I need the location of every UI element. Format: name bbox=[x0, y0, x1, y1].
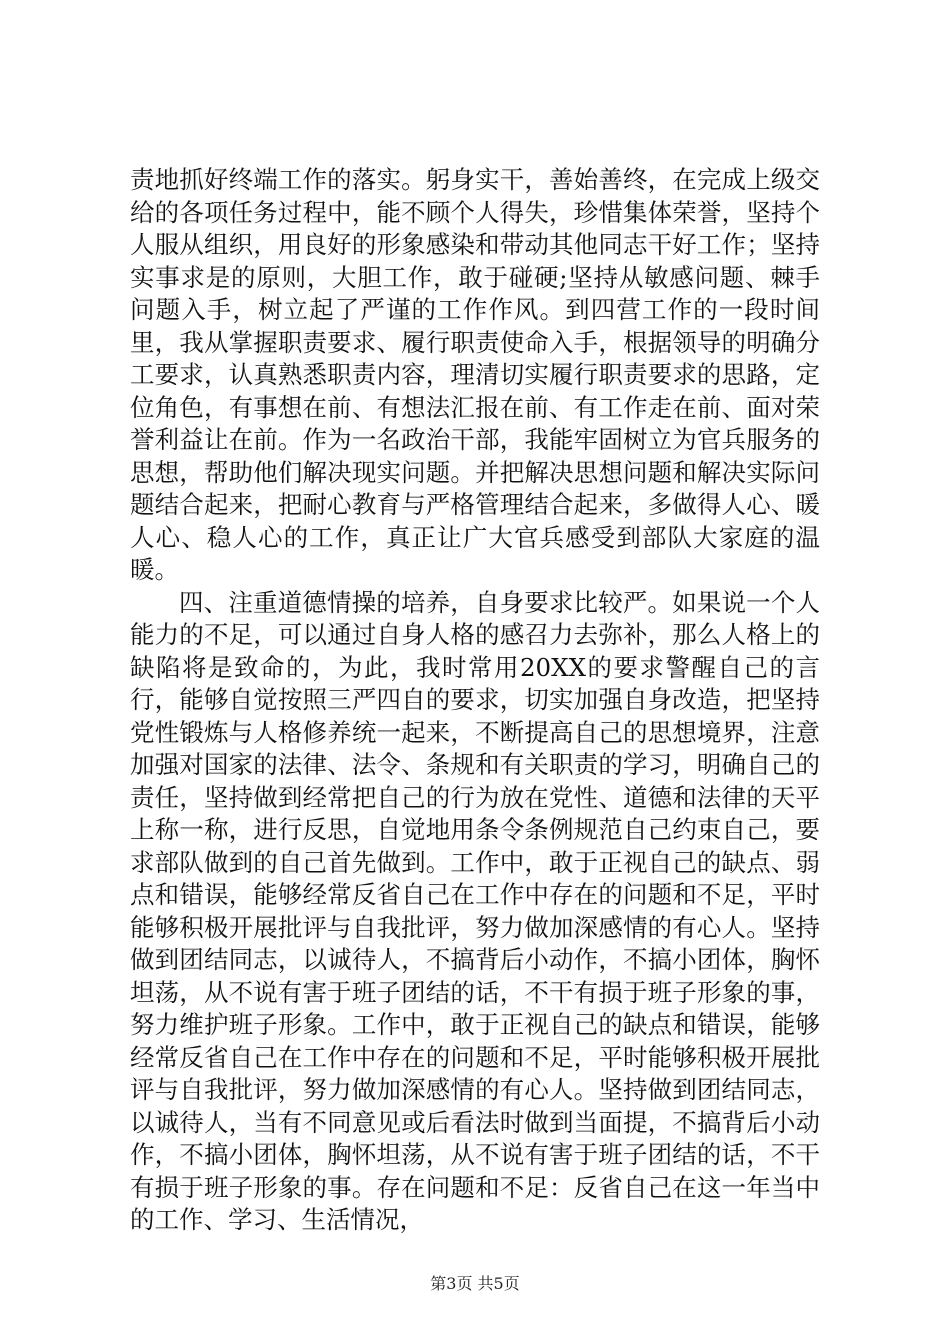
document-body bbox=[130, 164, 820, 1237]
paragraph-section-four: 四、注重道德情操的培养，自身要求比较严。如果说一个人能力的不足，可以通过自身人格的感召力去弥补，那么人格上的缺陷将是致命的，为此，我时常用20XX的要求警醒自己的言行，能够自觉按照三严四自的要求，切实加强自身改造，把坚持党性锻炼与人格修养统一起来，不断提高自己的思想境界，注意加强对国家的法律、法令、条规和有关职责的学习，明确自己的责任，坚持做到经常把自己的行为放在党性、道德和法律的天平上称一称，进行反思，自觉地用条令条例规范自己约束自己，要求部队做到的自己首先做到。工作中，敢于正视自己的缺点、弱点和错误，能够经常反省自己在工作中存在的问题和不足，平时能够积极开展批评与自我批评，努力做加深感情的有心人。坚持做到团结同志，以诚待人，不搞背后小动作，不搞小团体，胸怀坦荡，从不说有害于班子团结的话，不干有损于班子形象的事，努力维护班子形象。工作中，敢于正视自己的缺点和错误，能够经常反省自己在工作中存在的问题和不足，平时能够积极开展批评与自我批评，努力做加深感情的有心人。坚持做到团结同志，以诚待人，当有不同意见或后看法时做到当面提，不搞背后小动作，不搞小团体，胸怀坦荡，从不说有害于班子团结的话，不干有损于班子形象的事。存在问题和不足：反省自己在这一年当中的工作、学习、生活情况， bbox=[130, 587, 820, 1234]
paragraph-continued: 责地抓好终端工作的落实。躬身实干，善始善终，在完成上级交给的各项任务过程中，能不顾个人得失，珍惜集体荣誉，坚持个人服从组织，用良好的形象感染和带动其他同志干好工作；坚持实事求是的原则，大胆工作，敢于碰硬;坚持从敏感问题、棘手问题入手，树立起了严谨的工作作风。到四营工作的一段时间里，我从掌握职责要求、履行职责使命入手，根据领导的明确分工要求，认真熟悉职责内容，理清切实履行职责要求的思路，定位角色，有事想在前、有想法汇报在前、有工作走在前、面对荣誉利益让在前。作为一名政治干部，我能牢固树立为官兵服务的思想，帮助他们解决现实问题。并把解决思想问题和解决实际问题结合起来，把耐心教育与严格管理结合起来，多做得人心、暖人心、稳人心的工作，真正让广大官兵感受到部队大家庭的温暖。 bbox=[130, 165, 820, 584]
page-number-footer: 第3页 共5页 bbox=[430, 1274, 520, 1293]
